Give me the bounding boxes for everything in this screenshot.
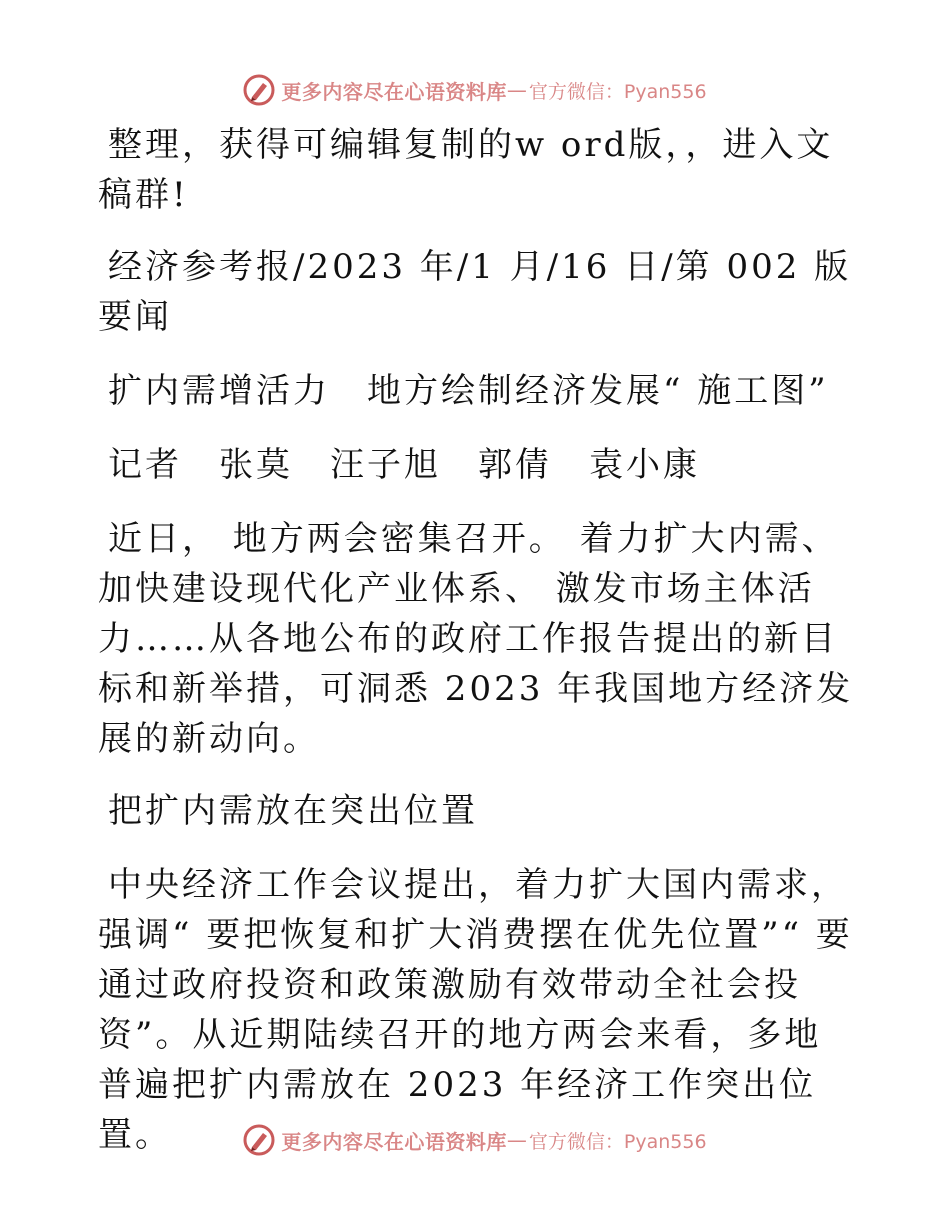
watermark-contact: 官方微信：Pyan556 bbox=[528, 1130, 707, 1153]
document-body bbox=[98, 120, 858, 1182]
intro-paragraph: 整理，获得可编辑复制的w ord版，，进入文稿群! bbox=[98, 125, 834, 215]
pen-logo-icon bbox=[243, 1124, 275, 1156]
body-paragraph-1: 近日， 地方两会密集召开。 着力扩大内需、 加快建设现代化产业体系、 激发市场主体活力……从各地公布的政府工作报告提出的新目标和新举措，可洞悉 2023 年我国地方经济发展的新动向。 bbox=[98, 519, 854, 759]
source-line: 经济参考报/2023 年/1 月/16 日/第 002 版要闻 bbox=[98, 247, 852, 337]
header-watermark bbox=[0, 70, 950, 110]
watermark-dash: — bbox=[506, 78, 527, 102]
byline: 记者 张莫 汪子旭 郭倩 袁小康 bbox=[108, 445, 700, 485]
article-title: 扩内需增活力 地方绘制经济发展“ 施工图” bbox=[108, 371, 829, 411]
watermark-main-text: 更多内容尽在心语资料库 bbox=[281, 1129, 507, 1154]
pen-logo-icon bbox=[243, 74, 275, 106]
watermark-dash: — bbox=[506, 1128, 527, 1152]
body-paragraph-2: 中央经济工作会议提出，着力扩大国内需求，强调“ 要把恢复和扩大消费摆在优先位置”“ 要通过政府投资和政策激励有效带动全社会投资”。从近期陆续召开的地方两会来看，多地普遍把扩内需放在 2023 年经济工作突出位置。 bbox=[98, 865, 853, 1155]
footer-watermark bbox=[0, 1120, 950, 1160]
section-heading: 把扩内需放在突出位置 bbox=[108, 791, 478, 831]
watermark-contact: 官方微信：Pyan556 bbox=[528, 80, 707, 103]
watermark-main-text: 更多内容尽在心语资料库 bbox=[281, 79, 507, 104]
